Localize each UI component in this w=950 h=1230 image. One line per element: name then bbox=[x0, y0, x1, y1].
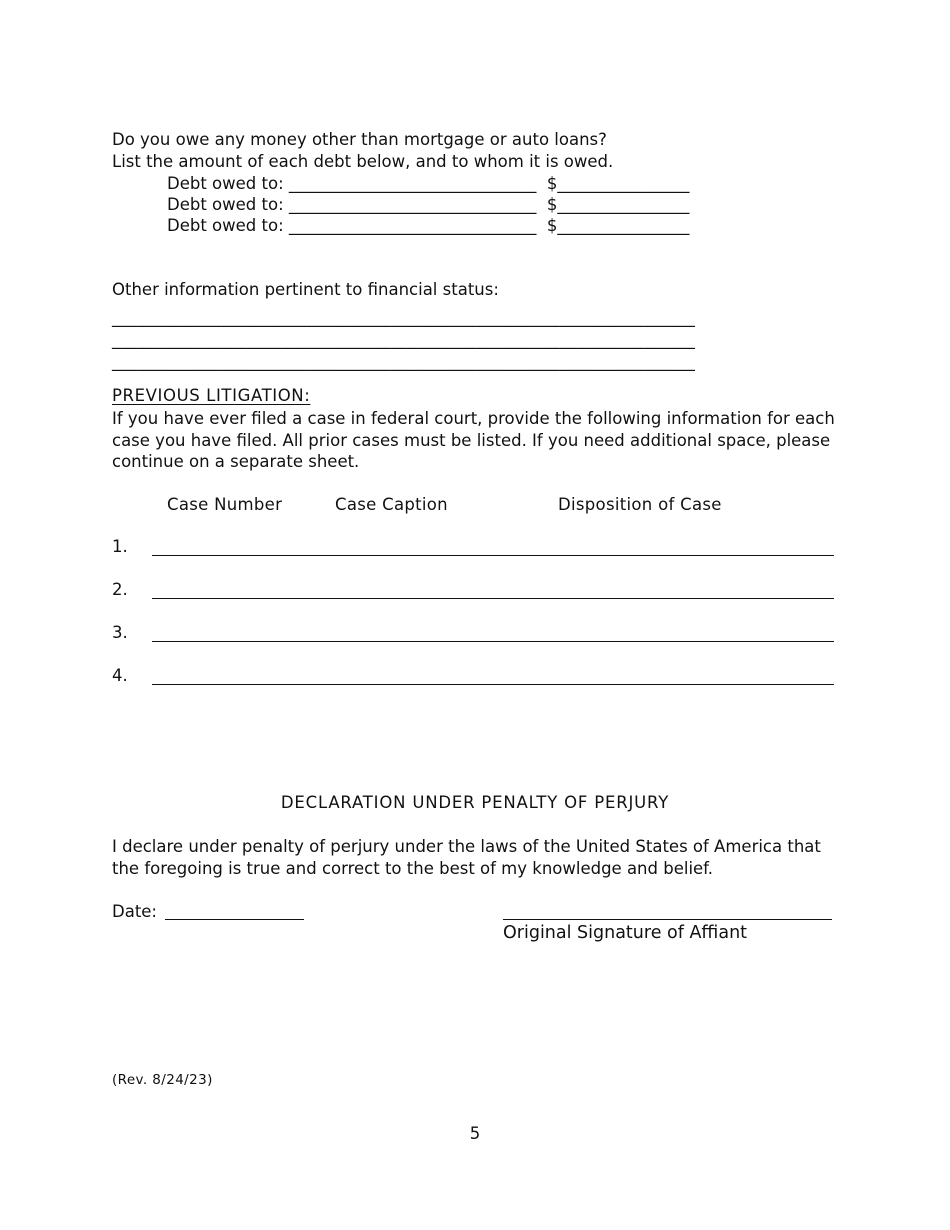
declaration-title: DECLARATION UNDER PENALTY OF PERJURY bbox=[280, 793, 670, 812]
debt-instruction: List the amount of each debt below, and to whom it is owed. bbox=[112, 152, 614, 171]
case-number-label: 3. bbox=[112, 623, 128, 642]
revision-date: (Rev. 8/24/23) bbox=[112, 1072, 213, 1088]
declaration-text: I declare under penalty of perjury under the laws of the United States of America that the foregoing is true and correct to the best of my knowledge and belief. bbox=[112, 837, 821, 878]
debt-question: Do you owe any money other than mortgage or auto loans? bbox=[112, 130, 607, 149]
page-number: 5 bbox=[469, 1124, 481, 1143]
date-field-line[interactable] bbox=[165, 919, 304, 920]
column-header-disposition: Disposition of Case bbox=[558, 495, 722, 514]
debt-row[interactable]: Debt owed to: ______________________________ $________________ bbox=[167, 195, 690, 214]
previous-litigation-heading: PREVIOUS LITIGATION: bbox=[112, 386, 311, 405]
debt-row[interactable]: Debt owed to: ______________________________ $________________ bbox=[167, 174, 690, 193]
litigation-instructions: If you have ever filed a case in federal court, provide the following information for each case you have filed. All prior cases must be listed. If you need additional space, please continue on a separate sheet. bbox=[112, 409, 835, 471]
case-number-label: 4. bbox=[112, 666, 128, 685]
column-header-case-number: Case Number bbox=[167, 495, 283, 514]
signature-label: Original Signature of Affiant bbox=[503, 923, 748, 943]
other-info-label: Other information pertinent to financial status: bbox=[112, 280, 499, 299]
signature-line[interactable] bbox=[503, 919, 832, 920]
case-entry-line[interactable] bbox=[152, 555, 834, 556]
other-info-line[interactable]: _____________________________________________________________________ bbox=[112, 352, 696, 371]
case-entry-line[interactable] bbox=[152, 684, 834, 685]
case-entry-line[interactable] bbox=[152, 598, 834, 599]
case-entry-line[interactable] bbox=[152, 641, 834, 642]
debt-row[interactable]: Debt owed to: ______________________________ $________________ bbox=[167, 216, 690, 235]
case-number-label: 2. bbox=[112, 580, 128, 599]
other-info-line[interactable]: _____________________________________________________________________ bbox=[112, 308, 696, 327]
column-header-case-caption: Case Caption bbox=[335, 495, 448, 514]
other-info-line[interactable]: _____________________________________________________________________ bbox=[112, 330, 696, 349]
case-number-label: 1. bbox=[112, 537, 128, 556]
date-label: Date: bbox=[112, 902, 157, 921]
